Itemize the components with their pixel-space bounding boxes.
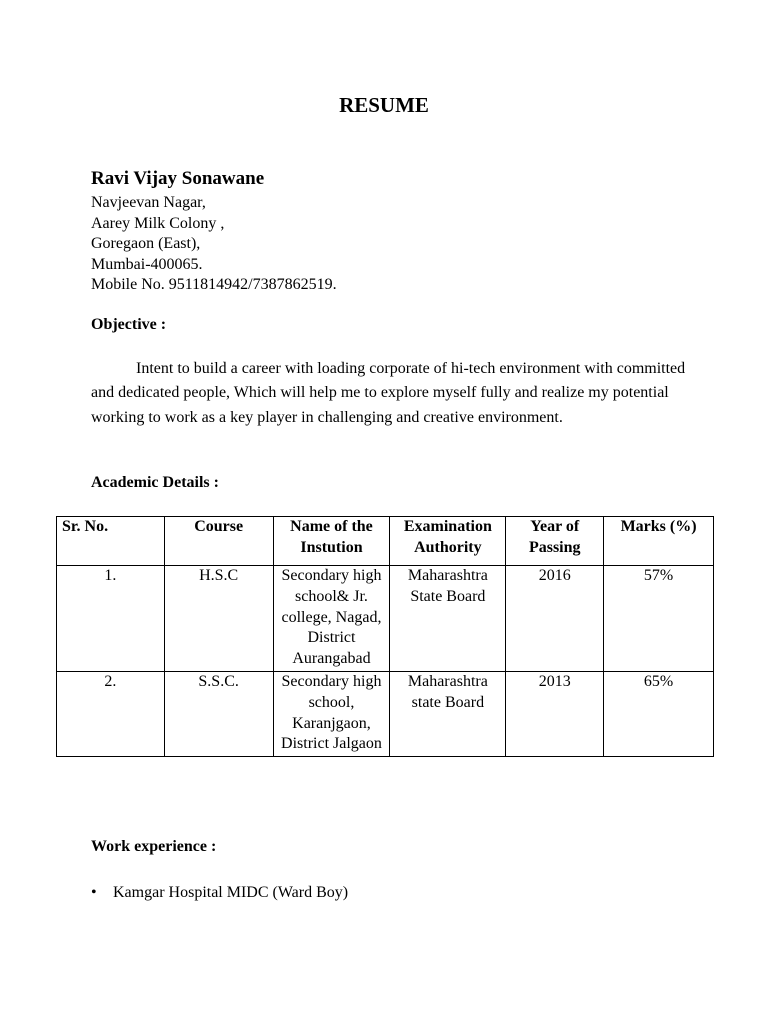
table-cell: S.S.C. — [164, 671, 273, 756]
table-cell: 2013 — [506, 671, 604, 756]
table-cell: Maharashtra state Board — [390, 671, 506, 756]
address-line: Goregaon (East), — [91, 235, 201, 252]
column-header: Year of Passing — [506, 517, 604, 566]
table-row — [57, 671, 714, 756]
column-header: Sr. No. — [57, 517, 165, 566]
academic-heading: Academic Details : — [91, 474, 219, 491]
mobile-number: Mobile No. 9511814942/7387862519. — [91, 276, 337, 293]
table-cell: H.S.C — [164, 566, 273, 672]
table-cell: Secondary high school& Jr. college, Nagad, District Aurangabad — [273, 566, 390, 672]
address-line: Aarey Milk Colony , — [91, 214, 225, 232]
objective-text: Intent to build a career with loading corporate of hi-tech environment with committed and dedicated people, Which will help me to explore myself fully and realize my potential working to work as a key player in challenging and creative environment. — [91, 360, 686, 426]
work-experience-heading: Work experience : — [91, 838, 217, 855]
table-cell: 1. — [57, 566, 165, 672]
table-header-row — [57, 517, 714, 566]
address-line: Mumbai-400065. — [91, 255, 203, 273]
work-experience-list — [91, 884, 348, 902]
academic-table — [56, 516, 714, 757]
table-cell: 2. — [57, 671, 165, 756]
table-row — [57, 566, 714, 672]
objective-heading: Objective : — [91, 316, 167, 333]
list-item — [91, 884, 348, 902]
table-cell: 57% — [604, 566, 714, 672]
table-cell: 2016 — [506, 566, 604, 672]
table-cell: Secondary high school, Karanjgaon, District Jalgaon — [273, 671, 390, 756]
applicant-name: Ravi Vijay Sonawane — [91, 168, 265, 189]
column-header: Examination Authority — [390, 517, 506, 566]
column-header: Name of the Instution — [273, 517, 390, 566]
address-block — [91, 193, 337, 296]
column-header: Course — [164, 517, 273, 566]
table-cell: Maharashtra State Board — [390, 566, 506, 672]
bullet-icon: • — [91, 884, 97, 901]
column-header: Marks (%) — [604, 517, 714, 566]
address-line: Navjeevan Nagar, — [91, 194, 206, 211]
page-title: RESUME — [339, 93, 429, 117]
work-item-text: Kamgar Hospital MIDC (Ward Boy) — [113, 884, 349, 901]
table-cell: 65% — [604, 671, 714, 756]
